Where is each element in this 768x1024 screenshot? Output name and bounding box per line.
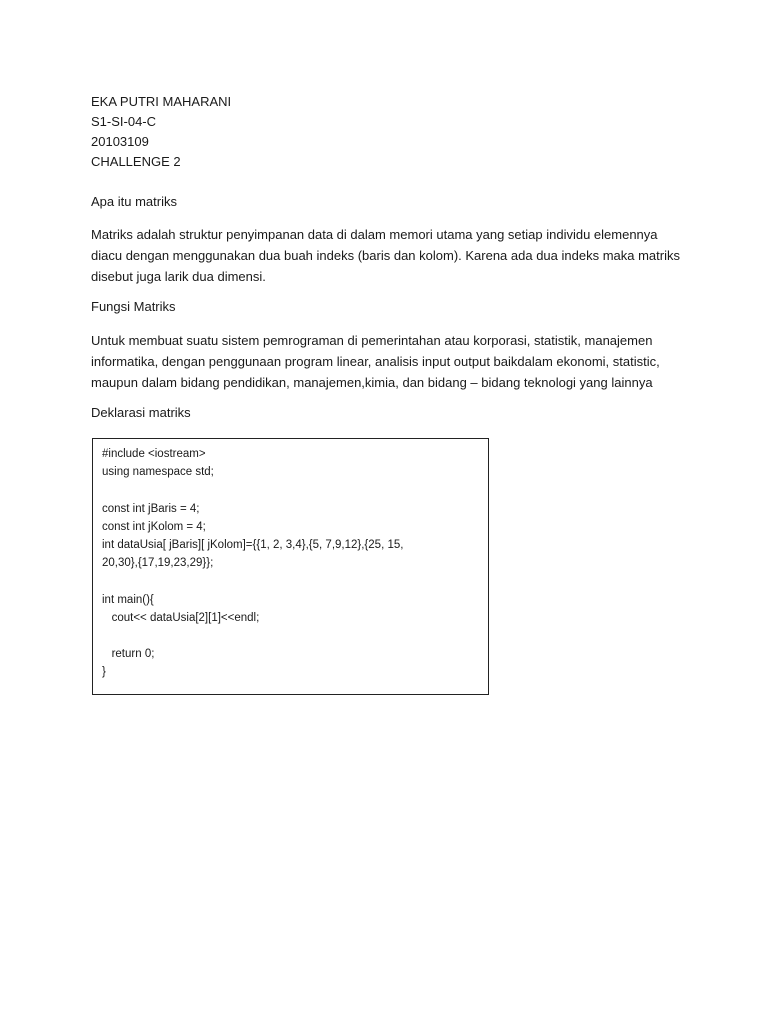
heading-what-is-matrix: Apa itu matriks — [91, 194, 177, 209]
paragraph-line: disebut juga larik dua dimensi. — [91, 269, 266, 284]
code-line: using namespace std; — [102, 466, 214, 479]
paragraph-line: diacu dengan menggunakan dua buah indeks (baris dan kolom). Karena ada dua indeks maka matriks — [91, 248, 680, 263]
code-line: const int jBaris = 4; — [102, 502, 200, 515]
paragraph-line: maupun dalam bidang pendidikan, manajemen,kimia, dan bidang – bidang teknologi yang lainnya — [91, 375, 653, 390]
code-line: int main(){ — [102, 593, 154, 606]
author-name: EKA PUTRI MAHARANI — [91, 94, 232, 109]
code-line: 20,30},{17,19,23,29}}; — [102, 557, 214, 570]
code-block — [92, 438, 489, 695]
paragraph-line: Matriks adalah struktur penyimpanan data di dalam memori utama yang setiap individu elemennya — [91, 227, 658, 242]
assignment-title: CHALLENGE 2 — [91, 154, 181, 169]
author-header — [91, 92, 231, 172]
code-line: } — [102, 666, 106, 679]
code-line: const int jKolom = 4; — [102, 520, 206, 533]
class-code: S1-SI-04-C — [91, 114, 157, 129]
code-line: cout<< dataUsia[2][1]<<endl; — [102, 611, 260, 624]
paragraph-matrix-function — [91, 330, 681, 393]
paragraph-line: informatika, dengan penggunaan program linear, analisis input output baikdalam ekonomi, statistic, — [91, 354, 660, 369]
student-id: 20103109 — [91, 134, 149, 149]
heading-matrix-declaration: Deklarasi matriks — [91, 405, 191, 420]
code-line — [102, 481, 488, 499]
heading-matrix-function: Fungsi Matriks — [91, 299, 176, 314]
code-line: int dataUsia[ jBaris][ jKolom]={{1, 2, 3,4},{5, 7,9,12},{25, 15, — [102, 539, 404, 551]
paragraph-line: Untuk membuat suatu sistem pemrograman di pemerintahan atau korporasi, statistik, manajemen — [91, 333, 653, 348]
code-line: return 0; — [102, 648, 155, 661]
paragraph-what-is-matrix — [91, 224, 681, 287]
code-line — [102, 572, 488, 590]
code-line — [102, 627, 488, 645]
code-line: #include <iostream> — [102, 448, 206, 460]
